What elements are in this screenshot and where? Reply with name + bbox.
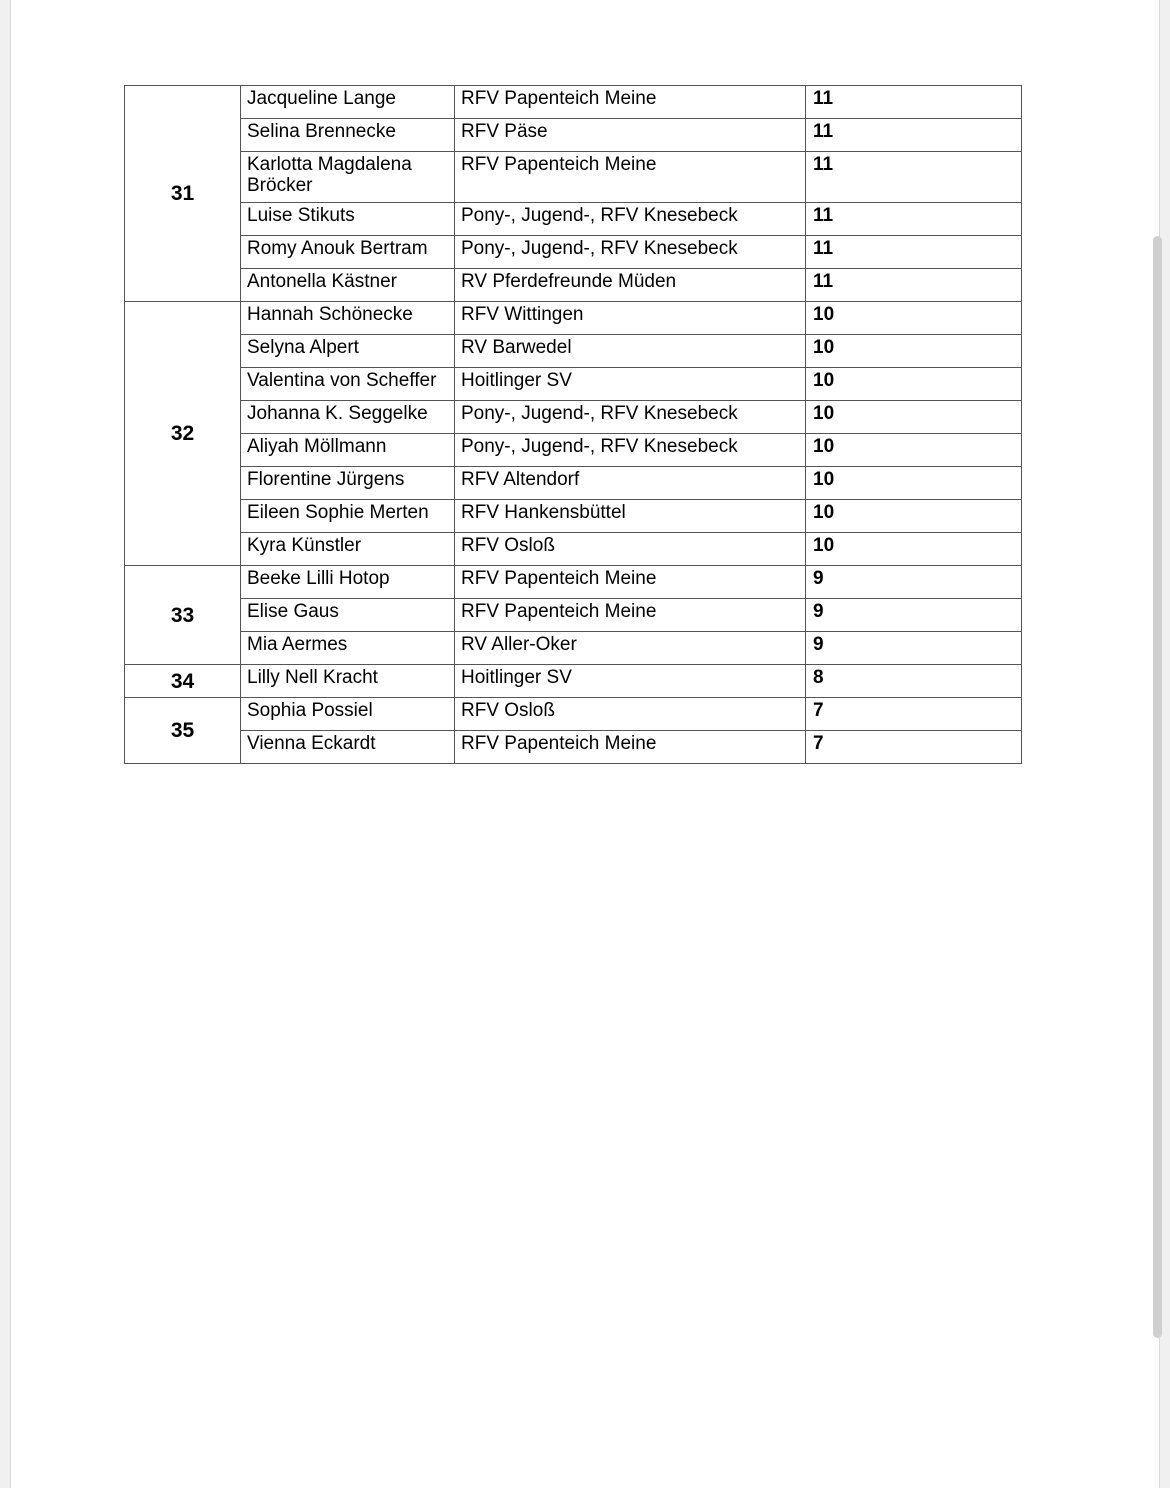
club-name: Pony-, Jugend-, RFV Knesebeck: [455, 434, 806, 467]
club-name: RFV Papenteich Meine: [455, 599, 806, 632]
results-table: [124, 85, 1022, 764]
table-row: [125, 731, 1022, 764]
table-row: [125, 86, 1022, 119]
club-name: RFV Päse: [455, 119, 806, 152]
table-row: [125, 152, 1022, 203]
table-row: [125, 566, 1022, 599]
table-row: [125, 119, 1022, 152]
table-row: [125, 632, 1022, 665]
table-row: [125, 533, 1022, 566]
table-row: [125, 665, 1022, 698]
club-name: RFV Osloß: [455, 698, 806, 731]
rider-name: Hannah Schönecke: [241, 302, 455, 335]
score-value: 7: [806, 731, 1022, 764]
table-row: [125, 236, 1022, 269]
score-value: 9: [806, 566, 1022, 599]
table-row: [125, 434, 1022, 467]
score-value: 7: [806, 698, 1022, 731]
table-row: [125, 368, 1022, 401]
rank-cell: 31: [125, 86, 241, 302]
club-name: Pony-, Jugend-, RFV Knesebeck: [455, 236, 806, 269]
rank-cell: 34: [125, 665, 241, 698]
score-value: 11: [806, 236, 1022, 269]
rank-cell: 35: [125, 698, 241, 764]
rider-name: Selina Brennecke: [241, 119, 455, 152]
rider-name: Antonella Kästner: [241, 269, 455, 302]
rider-name: Beeke Lilli Hotop: [241, 566, 455, 599]
rider-name: Florentine Jürgens: [241, 467, 455, 500]
rider-name: Romy Anouk Bertram: [241, 236, 455, 269]
score-value: 11: [806, 269, 1022, 302]
score-value: 10: [806, 401, 1022, 434]
rider-name: Aliyah Möllmann: [241, 434, 455, 467]
score-value: 11: [806, 119, 1022, 152]
rider-name: Selyna Alpert: [241, 335, 455, 368]
club-name: RV Aller-Oker: [455, 632, 806, 665]
rider-name: Kyra Künstler: [241, 533, 455, 566]
rider-name: Mia Aermes: [241, 632, 455, 665]
club-name: RV Barwedel: [455, 335, 806, 368]
score-value: 10: [806, 467, 1022, 500]
table-row: [125, 467, 1022, 500]
score-value: 10: [806, 533, 1022, 566]
club-name: RFV Papenteich Meine: [455, 86, 806, 119]
rider-name: Karlotta Magdalena Bröcker: [241, 152, 455, 203]
rider-name: Lilly Nell Kracht: [241, 665, 455, 698]
rider-name: Jacqueline Lange: [241, 86, 455, 119]
club-name: Hoitlinger SV: [455, 368, 806, 401]
score-value: 8: [806, 665, 1022, 698]
table-row: [125, 269, 1022, 302]
table-row: [125, 599, 1022, 632]
table-row: [125, 698, 1022, 731]
score-value: 10: [806, 335, 1022, 368]
table-row: [125, 335, 1022, 368]
score-value: 9: [806, 599, 1022, 632]
rank-cell: 33: [125, 566, 241, 665]
rider-name: Eileen Sophie Merten: [241, 500, 455, 533]
scrollbar-thumb[interactable]: [1153, 236, 1162, 1338]
club-name: RFV Papenteich Meine: [455, 152, 806, 203]
club-name: Hoitlinger SV: [455, 665, 806, 698]
rider-name: Sophia Possiel: [241, 698, 455, 731]
rider-name: Johanna K. Seggelke: [241, 401, 455, 434]
table-row: [125, 401, 1022, 434]
club-name: RFV Papenteich Meine: [455, 566, 806, 599]
score-value: 11: [806, 203, 1022, 236]
score-value: 11: [806, 152, 1022, 203]
score-value: 10: [806, 500, 1022, 533]
club-name: RFV Hankensbüttel: [455, 500, 806, 533]
rider-name: Luise Stikuts: [241, 203, 455, 236]
club-name: RV Pferdefreunde Müden: [455, 269, 806, 302]
rank-cell: 32: [125, 302, 241, 566]
rider-name: Vienna Eckardt: [241, 731, 455, 764]
club-name: RFV Wittingen: [455, 302, 806, 335]
score-value: 10: [806, 368, 1022, 401]
score-value: 10: [806, 302, 1022, 335]
club-name: Pony-, Jugend-, RFV Knesebeck: [455, 401, 806, 434]
score-value: 11: [806, 86, 1022, 119]
club-name: RFV Papenteich Meine: [455, 731, 806, 764]
document-page: [10, 0, 1160, 1488]
rider-name: Valentina von Scheffer: [241, 368, 455, 401]
club-name: RFV Altendorf: [455, 467, 806, 500]
table-row: [125, 500, 1022, 533]
rider-name: Elise Gaus: [241, 599, 455, 632]
table-row: [125, 203, 1022, 236]
club-name: RFV Osloß: [455, 533, 806, 566]
score-value: 10: [806, 434, 1022, 467]
club-name: Pony-, Jugend-, RFV Knesebeck: [455, 203, 806, 236]
score-value: 9: [806, 632, 1022, 665]
table-row: [125, 302, 1022, 335]
vertical-scrollbar[interactable]: [1150, 0, 1162, 1488]
